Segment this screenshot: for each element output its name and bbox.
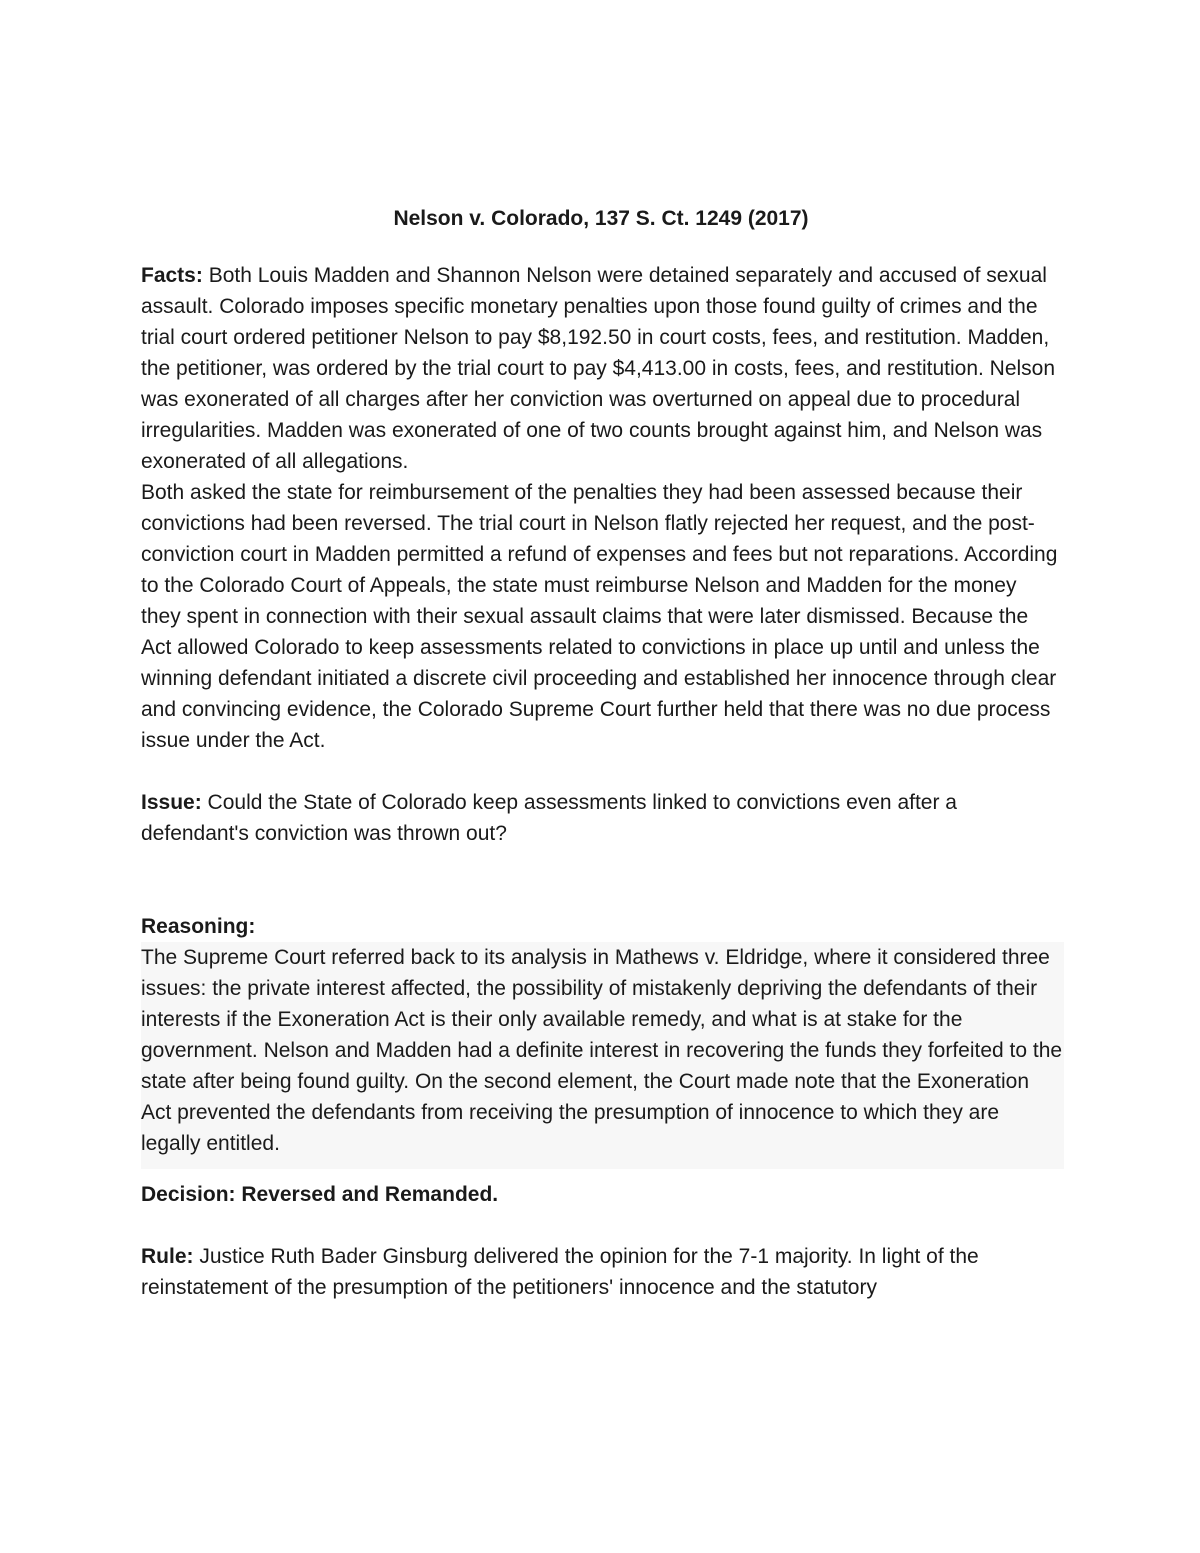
facts-paragraph-continued: Both asked the state for reimbursement of the penalties they had been assessed because their convictions had been reversed. The trial court in Nelson flatly rejected her request, and the post-conviction court in Madden permitted a refund of expenses and fees but not reparations. According to the Colorado Court of Appeals, the state must reimburse Nelson and Madden for the money they spent in connection with their sexual assault claims that were later dismissed. Because the Act allowed Colorado to keep assessments related to convictions in place up until and unless the winning defendant initiated a discrete civil proceeding and established her innocence through clear and convincing evidence, the Colorado Supreme Court further held that there was no due process issue under the Act. bbox=[141, 481, 1058, 752]
rule-label: Rule: bbox=[141, 1245, 194, 1268]
rule-paragraph bbox=[141, 1241, 1061, 1303]
issue-text: Could the State of Colorado keep assessments linked to convictions even after a defendant's conviction was thrown out? bbox=[141, 791, 957, 845]
document-body bbox=[141, 203, 1061, 1303]
decision-line: Decision: Reversed and Remanded. bbox=[141, 1183, 499, 1206]
reasoning-block bbox=[141, 942, 1064, 1169]
case-title: Nelson v. Colorado, 137 S. Ct. 1249 (2017) bbox=[393, 207, 809, 230]
facts-label: Facts: bbox=[141, 264, 203, 287]
facts-paragraph bbox=[141, 260, 1061, 477]
rule-text: Justice Ruth Bader Ginsburg delivered the opinion for the 7-1 majority. In light of the reinstatement of the presumption of the petitioners' innocence and the statutory bbox=[141, 1245, 979, 1299]
facts-text: Both Louis Madden and Shannon Nelson were detained separately and accused of sexual assault. Colorado imposes specific monetary penalties upon those found guilty of crimes and the trial court ordered petitioner Nelson to pay $8,192.50 in court costs, fees, and restitution. Madden, the petitioner, was ordered by the trial court to pay $4,413.00 in costs, fees, and restitution. Nelson was exonerated of all charges after her conviction was overturned on appeal due to procedural irregularities. Madden was exonerated of one of two counts brought against him, and Nelson was exonerated of all allegations. bbox=[141, 264, 1056, 473]
issue-paragraph bbox=[141, 787, 1061, 849]
reasoning-label: Reasoning: bbox=[141, 915, 256, 938]
issue-label: Issue: bbox=[141, 791, 202, 814]
reasoning-text: The Supreme Court referred back to its analysis in Mathews v. Eldridge, where it considered three issues: the private interest affected, the possibility of mistakenly depriving the defendants of their interests if the Exoneration Act is their only available remedy, and what is at stake for the government. Nelson and Madden had a definite interest in recovering the funds they forfeited to the state after being found guilty. On the second element, the Court made note that the Exoneration Act prevented the defendants from receiving the presumption of innocence to which they are legally entitled. bbox=[141, 946, 1063, 1155]
